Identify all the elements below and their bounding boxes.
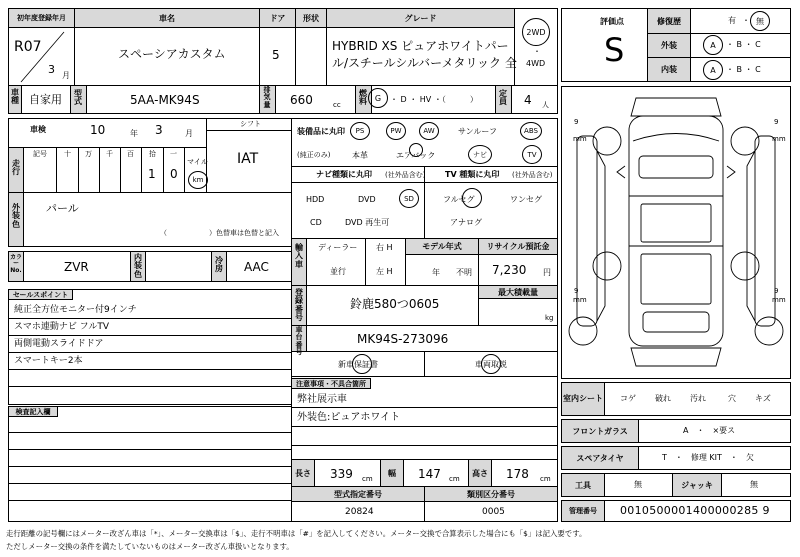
divider: [163, 147, 164, 193]
fullseg-circle: [462, 188, 482, 208]
divider: [56, 147, 57, 193]
equipment-label: 装備品に丸印: [297, 127, 345, 136]
car-diagram: [561, 86, 791, 379]
repair-label: 修復歴: [647, 8, 691, 34]
reg-month-unit: 月: [62, 71, 70, 80]
tread-fl-unit: mm: [573, 135, 587, 143]
manage-label: 管理番号: [561, 500, 605, 522]
seat-yabure: 破れ: [655, 394, 671, 403]
width-unit: cm: [449, 475, 460, 483]
displacement-label: 排気量: [263, 86, 271, 109]
tv-type-sub: (社外品含む): [512, 171, 553, 179]
model-year-label: モデル年式: [405, 238, 479, 255]
spare-value: T ・ 修理 KIT ・ 欠: [662, 453, 754, 462]
navi-circle: ナビ: [468, 145, 492, 164]
door-value: 5: [272, 48, 280, 62]
interior-grade-label: 内装: [647, 57, 691, 82]
tread-fl: 9: [574, 118, 579, 126]
seat-yogore: 汚れ: [690, 394, 706, 403]
mileage-digit-1: 1: [148, 167, 156, 181]
capacity-box: [511, 85, 558, 114]
inspection-label: 車検: [30, 125, 46, 134]
import-left: 左 H: [376, 267, 393, 276]
divider: [8, 466, 292, 467]
divider: [365, 238, 366, 286]
inspect-note-label: 検査記入欄: [8, 406, 58, 417]
digit-hyaku: 百: [127, 150, 134, 158]
digit-ichi: 一: [170, 150, 177, 158]
type-cert-label: 型式指定番号: [291, 486, 425, 502]
exterior-a-circle: A: [703, 35, 723, 55]
digit-ju: 十: [64, 150, 71, 158]
shift-label: シフト: [240, 120, 261, 128]
inspection-year-unit: 年: [130, 129, 138, 138]
seat-label: 室内シート: [561, 382, 605, 416]
tv-analog: アナログ: [450, 218, 482, 227]
repair-no-circle: 無: [750, 11, 770, 31]
footer-line1: 走行距離の記号欄にはメーター改ざん車は「*」、メーター交換車は「$」、走行不明車は「#」を記入してください。メーター交換で合算表示した場合にも「$」は記入要です。: [6, 529, 587, 538]
sales-item-1: 純正全方位モニター付9インチ: [14, 305, 137, 315]
width-value: 147: [418, 467, 441, 481]
color-no-label: カラーNo.: [9, 254, 22, 274]
tv-circle: TV: [522, 145, 542, 164]
sunroof: サンルーフ: [458, 127, 497, 136]
warranty-circle: [352, 354, 372, 374]
seat-kizu: キズ: [755, 394, 771, 403]
exterior-value: パール: [46, 202, 79, 215]
divider: [291, 407, 558, 408]
aw-circle: AW: [419, 122, 439, 140]
fuel-g-circle: G: [368, 88, 388, 108]
import-right: 右 H: [376, 243, 393, 252]
divider: [206, 130, 292, 131]
tread-rr-unit: mm: [772, 296, 786, 304]
registration-label: 登録番号: [295, 288, 303, 323]
warranty-label: 新車保証書: [338, 360, 378, 369]
windshield-label: フロントガラス: [561, 419, 639, 443]
divider: [8, 386, 292, 387]
aircon-value: AAC: [244, 260, 269, 274]
tv-type-label: TV 種類に丸印: [445, 170, 500, 179]
spare-label: スペアタイヤ: [561, 446, 639, 470]
inspect-note-block: [8, 406, 292, 522]
navi-dvd-play: DVD 再生可: [345, 218, 390, 227]
seat-koge: コゲ: [620, 394, 636, 403]
seat-ana: 穴: [728, 394, 736, 403]
divider: [99, 147, 100, 193]
width-label: 幅: [380, 459, 404, 487]
tread-rl-unit: mm: [573, 296, 587, 304]
displacement-value: 660: [290, 93, 313, 107]
notes-line1: 弊社展示車: [297, 394, 347, 405]
drive-sep: ・: [533, 47, 541, 56]
windshield-value: A ・ ×要ス: [683, 426, 736, 435]
divider: [8, 500, 292, 501]
divider: [141, 147, 142, 193]
score-label: 評価点: [600, 17, 624, 26]
divider: [478, 238, 479, 286]
displacement-box: [275, 85, 356, 114]
divider: [691, 33, 791, 34]
digit-sen: 千: [106, 150, 113, 158]
divider: [691, 57, 791, 58]
tread-fr: 9: [774, 118, 779, 126]
model-value: 5AA-MK94S: [130, 93, 200, 107]
length-value: 339: [330, 467, 353, 481]
shape-label: 形状: [295, 8, 327, 28]
fuel-rest: ・ D ・ HV ・（ ）: [390, 95, 478, 104]
car-name-value: スペーシアカスタム: [118, 47, 226, 61]
navi-type-label: ナビ種類に丸印: [316, 170, 372, 179]
divider: [8, 432, 292, 433]
drive-2wd-circle: 2WD: [522, 18, 550, 46]
mileage-km-circle: km: [188, 171, 208, 189]
usage-value: 自家用: [29, 93, 62, 106]
exterior-block: [8, 192, 292, 247]
grade-line2: ル/スチールシルバーメタリック 全: [332, 56, 517, 70]
reg-year: R07: [14, 39, 42, 55]
exterior-note: （ ）色替車は色替と記入: [160, 229, 279, 237]
import-dealer: ディーラー: [318, 243, 358, 252]
tv-oneseg: ワンセグ: [510, 195, 542, 204]
door-label: ドア: [259, 8, 296, 28]
tools-value: 無: [634, 480, 642, 489]
class-no-label: 類別区分番号: [424, 486, 558, 502]
tread-rr: 9: [774, 287, 779, 295]
digit-man: 万: [85, 150, 92, 158]
shape-box: [295, 27, 327, 86]
inspection-month: 3: [155, 123, 163, 137]
exterior-grade-label: 外装: [647, 33, 691, 58]
footer-line2: ただしメーター交換の条件を満たしていないものはメーター改ざん車扱いとなります。: [6, 542, 294, 551]
equipment-sub: (純正のみ): [297, 151, 331, 159]
displacement-unit: cc: [333, 101, 341, 109]
navi-hdd: HDD: [306, 195, 325, 204]
inspection-year: 10: [90, 123, 106, 137]
divider: [8, 483, 292, 484]
color-no-value: ZVR: [64, 260, 89, 274]
navi-cd: CD: [310, 218, 322, 227]
sales-item-4: スマートキー2本: [14, 356, 83, 366]
leather: 本革: [352, 151, 368, 160]
interior-label: 内装色: [134, 253, 142, 279]
divider: [291, 182, 558, 183]
recycle-unit: 円: [543, 268, 551, 277]
type-cert-value: 20824: [345, 507, 374, 517]
max-load-label: 最大積載量: [478, 285, 558, 299]
sales-item-2: スマホ連動ナビ フルTV: [14, 322, 109, 332]
tread-fr-unit: mm: [772, 135, 786, 143]
divider: [120, 147, 121, 193]
airbag-mark: [409, 143, 423, 157]
registration-value: 鈴鹿580つ0605: [350, 297, 440, 311]
grade-line1: HYBRID XS ピュアホワイトパー: [332, 39, 509, 53]
divider: [8, 369, 292, 370]
tv-fullseg: フルセグ: [443, 195, 475, 204]
usage-label: 車種: [11, 88, 19, 106]
jack-value: 無: [750, 480, 758, 489]
chassis-label: 車台番号: [295, 326, 303, 357]
import-parallel: 並行: [330, 267, 346, 276]
class-no-value: 0005: [482, 507, 505, 517]
navi-sd-circle: SD: [399, 189, 419, 208]
drive-4wd: 4WD: [526, 59, 546, 68]
exterior-label: 外装色: [12, 203, 20, 229]
notes-label: 注意事項・不具合箇所: [291, 378, 371, 389]
divider: [78, 147, 79, 193]
height-unit: cm: [540, 475, 551, 483]
aircon-label: 冷房: [215, 256, 223, 274]
capacity-label: 定員: [499, 89, 507, 107]
chassis-value: MK94S-273096: [357, 332, 449, 346]
tread-rl: 9: [574, 287, 579, 295]
interior-a-circle: A: [703, 60, 723, 80]
manual-label: 車両取説: [475, 360, 507, 369]
shift-value: IAT: [237, 151, 259, 167]
repair-yes: 有: [728, 16, 736, 25]
mileage-mark-label: 記号: [33, 150, 47, 158]
reg-month: 3: [48, 63, 55, 76]
abs-circle: ABS: [520, 122, 542, 140]
fuel-label: 燃料: [359, 89, 367, 107]
divider: [291, 426, 558, 427]
manual-circle: [481, 354, 501, 374]
capacity-value: 4: [524, 93, 532, 107]
divider: [8, 449, 292, 450]
divider: [291, 445, 558, 446]
divider: [8, 352, 292, 353]
inspection-month-unit: 月: [185, 129, 193, 138]
jack-label: ジャッキ: [672, 473, 722, 497]
mileage-mile: マイル: [187, 158, 208, 166]
length-label: 長さ: [291, 459, 315, 487]
divider: [8, 147, 207, 148]
divider: [8, 335, 292, 336]
sales-label: セールスポイント: [8, 289, 73, 300]
import-label: 輸入車: [295, 243, 303, 269]
car-name-label: 車名: [74, 8, 260, 28]
divider: [184, 147, 185, 193]
mileage-label: 走行: [12, 159, 20, 177]
height-value: 178: [506, 467, 529, 481]
tools-label: 工具: [561, 473, 605, 497]
recycle-label: リサイクル預託金: [478, 238, 558, 255]
airbag: エアバック: [396, 151, 436, 160]
mileage-digit-0: 0: [170, 167, 178, 181]
repair-sep: ・: [742, 16, 750, 25]
divider: [424, 351, 425, 377]
recycle-value: 7,230: [492, 263, 527, 277]
navi-dvd: DVD: [358, 195, 376, 204]
grade-label: グレード: [326, 8, 515, 28]
ps-circle: PS: [350, 122, 370, 140]
exterior-grade-rest: ・ B ・ C: [726, 40, 761, 49]
score-value: S: [604, 31, 625, 69]
sales-item-3: 両側電動スライドドア: [14, 339, 104, 349]
height-label: 高さ: [468, 459, 492, 487]
capacity-unit: 人: [542, 101, 549, 109]
navi-type-sub: (社外品含む): [385, 171, 426, 179]
reg-label: 初年度登録年月: [8, 8, 75, 28]
model-label: 型式: [74, 89, 82, 107]
length-unit: cm: [362, 475, 373, 483]
manage-value: 0010500001400000285 9: [620, 504, 770, 517]
max-load-unit: kg: [545, 314, 554, 322]
divider: [8, 318, 292, 319]
pw-circle: PW: [386, 122, 406, 140]
model-year-unknown: 不明: [456, 268, 472, 277]
notes-line2: 外装色:ピュアホワイト: [297, 412, 401, 423]
digit-shu: 拾: [149, 150, 156, 158]
model-year-unit: 年: [432, 268, 440, 277]
interior-grade-rest: ・ B ・ C: [726, 65, 761, 74]
